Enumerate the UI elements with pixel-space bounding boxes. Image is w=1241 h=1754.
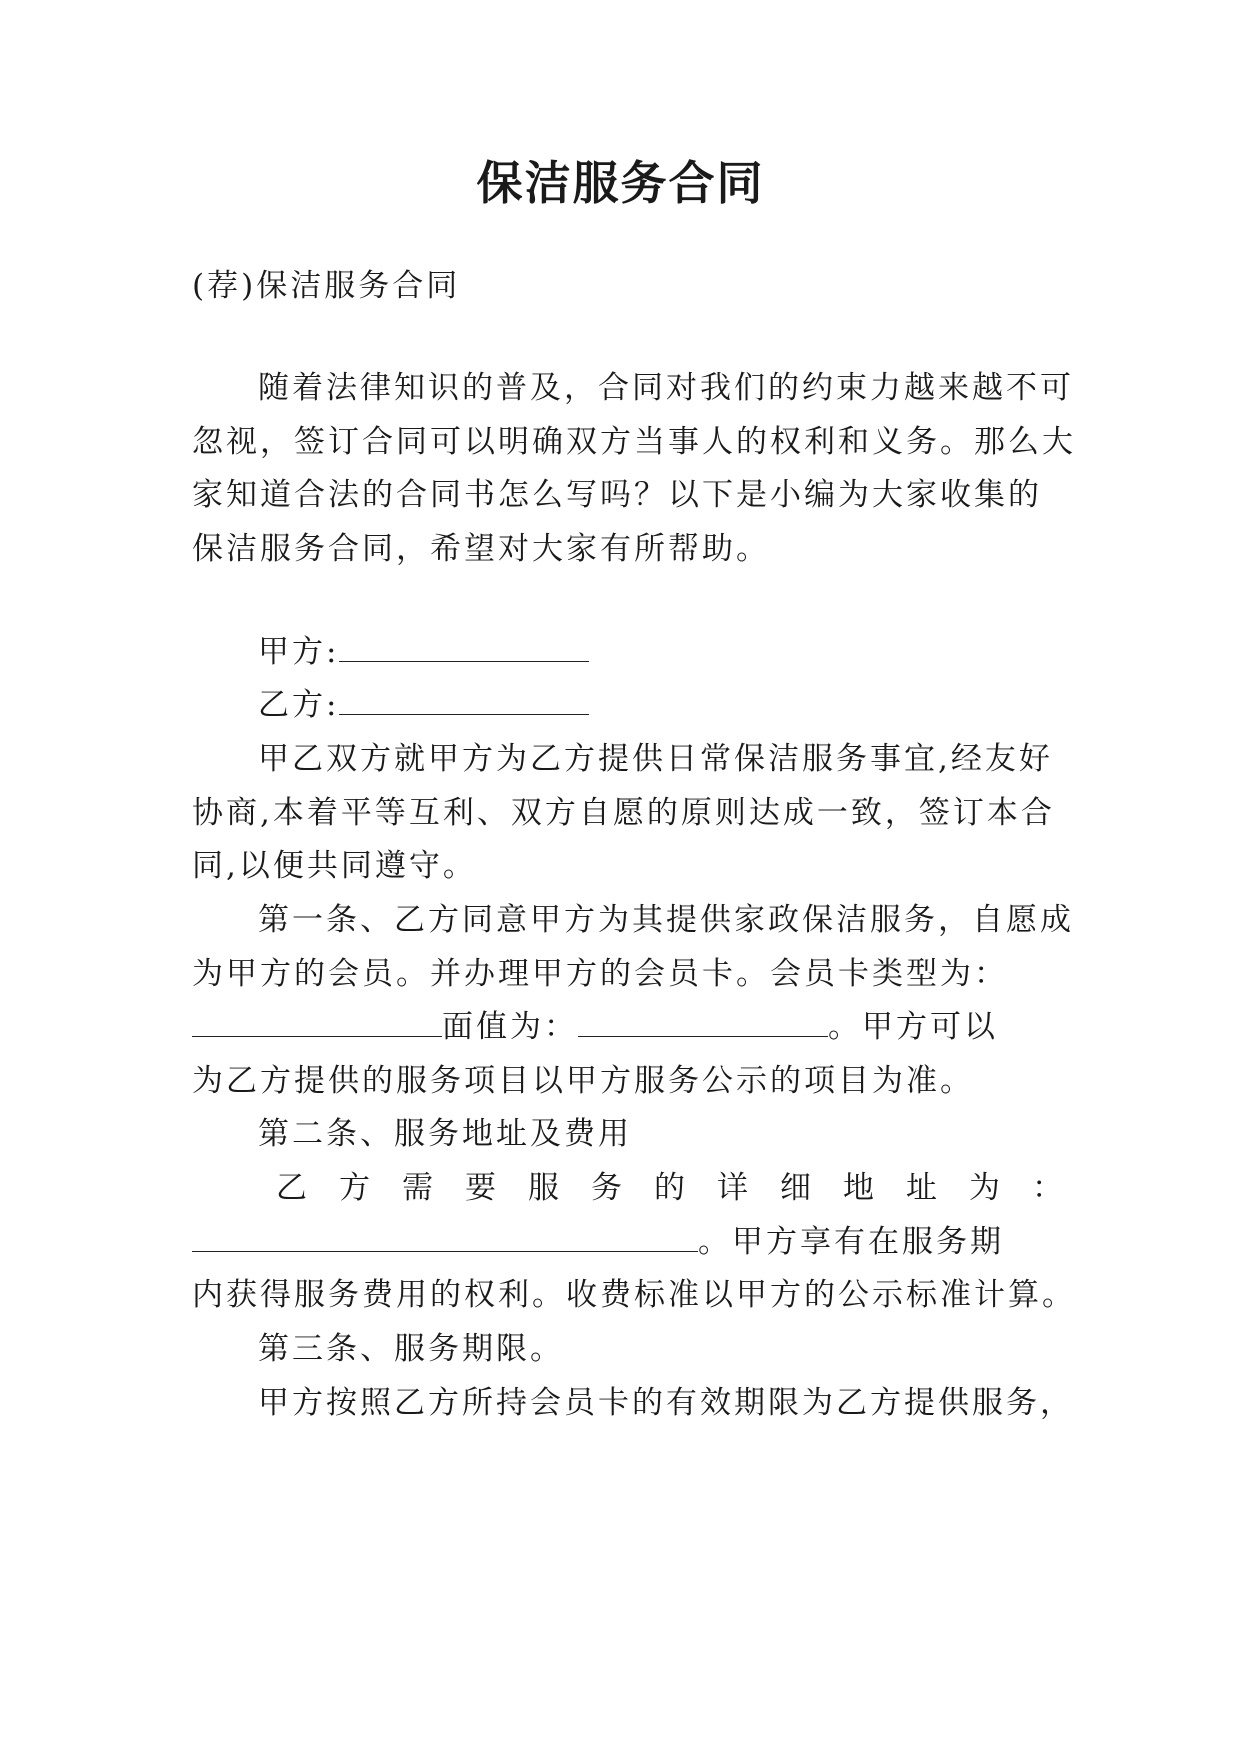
preamble-line-2: 协商,本着平等互利、双方自愿的原则达成一致，签订本合 (192, 795, 1055, 831)
party-b-label: 乙方: (258, 687, 340, 723)
intro-line-1: 随着法律知识的普及，合同对我们的约束力越来越不可 (258, 370, 1074, 406)
article3-heading: 第三条、服务期限。 (258, 1331, 564, 1367)
document-title: 保洁服务合同 (476, 156, 765, 210)
article2-line-3: 内获得服务费用的权利。收费标准以甲方的公示标准计算。 (192, 1277, 1076, 1313)
intro-line-3: 家知道合法的合同书怎么写吗？以下是小编为大家收集的 (192, 477, 1042, 513)
document-subtitle: (荐)保洁服务合同 (192, 268, 461, 304)
article2-line-2-tail: 。甲方享有在服务期 (698, 1224, 1004, 1260)
party-a-label: 甲方: (258, 634, 340, 670)
article2-line-2 (192, 1220, 1004, 1264)
article1-line-1: 第一条、乙方同意甲方为其提供家政保洁服务，自愿成 (258, 902, 1074, 938)
preamble-line-3: 同,以便共同遵守。 (192, 848, 477, 884)
party-b-line (258, 683, 589, 727)
article3-line-1: 甲方按照乙方所持会员卡的有效期限为乙方提供服务， (258, 1385, 1074, 1421)
card-type-blank (192, 1006, 442, 1037)
intro-line-4: 保洁服务合同，希望对大家有所帮助。 (192, 531, 770, 567)
article2-address-label: 乙方需要服务的详细地址为： (276, 1170, 1095, 1206)
intro-line-2: 忽视，签订合同可以明确双方当事人的权利和义务。那么大 (192, 424, 1076, 460)
article1-line-3-tail: 。甲方可以 (828, 1009, 998, 1045)
preamble-line-1: 甲乙双方就甲方为乙方提供日常保洁服务事宜,经友好 (258, 741, 1053, 777)
article1-line-2: 为甲方的会员。并办理甲方的会员卡。会员卡类型为： (192, 956, 1008, 992)
article2-heading: 第二条、服务地址及费用 (258, 1116, 632, 1152)
article1-line-4: 为乙方提供的服务项目以甲方服务公示的项目为准。 (192, 1063, 974, 1099)
article1-line-3 (192, 1005, 998, 1049)
party-a-blank (339, 631, 589, 662)
face-value-label: 面值为： (442, 1009, 578, 1045)
address-blank (192, 1221, 698, 1252)
face-value-blank (578, 1006, 828, 1037)
party-b-blank (339, 684, 589, 715)
party-a-line (258, 630, 589, 674)
